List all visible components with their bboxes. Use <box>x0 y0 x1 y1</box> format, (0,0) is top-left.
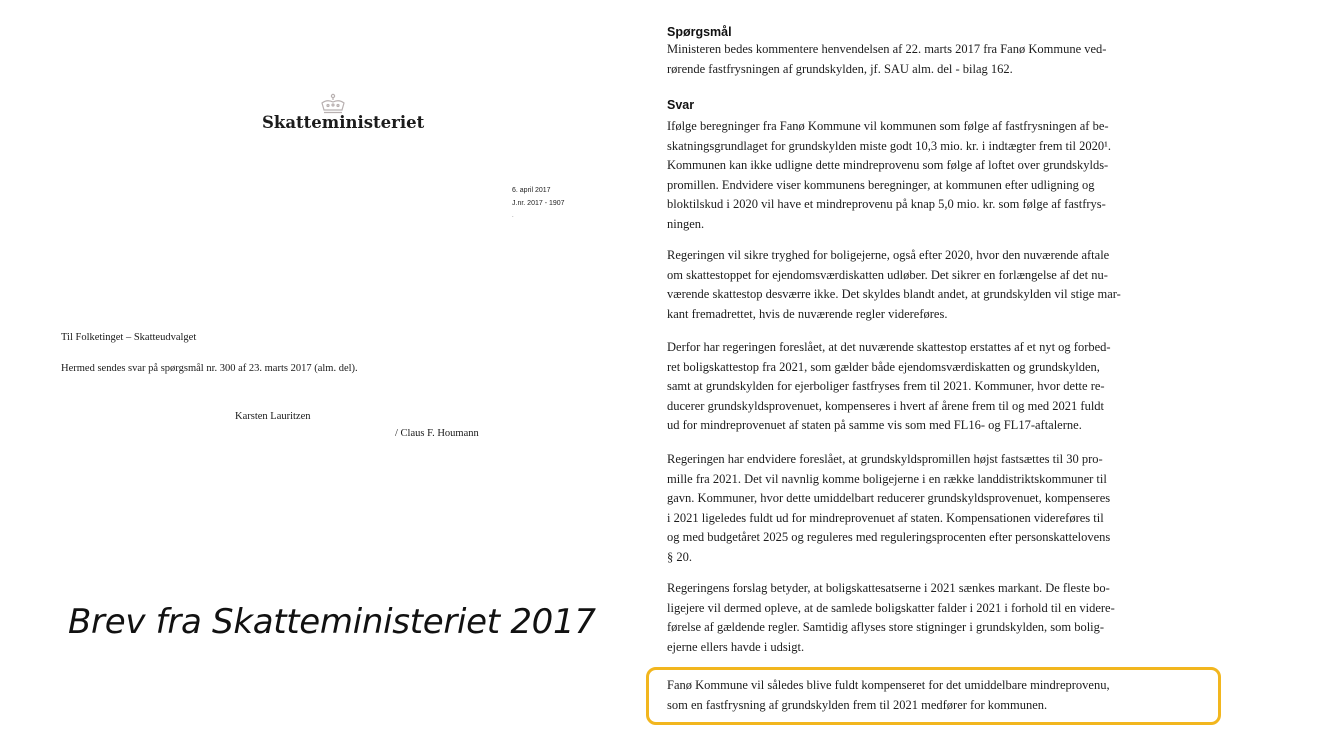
intro-text: Hermed sendes svar på spørgsmål nr. 300 af 23. marts 2017 (alm. del). <box>61 363 358 374</box>
text-line: Kommunen kan ikke udligne dette mindreprovenu som følge af loftet over grundskylds- <box>667 158 1109 172</box>
slide-caption: Brev fra Skatteministeriet 2017 <box>68 602 596 642</box>
text-line: gavn. Kommuner, hvor dette umiddelbart reducerer grundskyldsprovenuet, kompenseres <box>667 491 1111 505</box>
recipient-line: Til Folketinget – Skatteudvalget <box>61 332 197 343</box>
text-line: rørende fastfrysningen af grundskylden, jf. SAU alm. del - bilag 162. <box>667 61 1013 76</box>
meta-dot: . <box>512 213 514 219</box>
answer-paragraph-3 <box>667 338 1111 436</box>
question-paragraph <box>667 40 1106 79</box>
text-line: mille fra 2021. Det vil navnlig komme boligejerne i en række landdistriktskommuner til <box>667 471 1107 486</box>
text-line: ud for mindreprovenuet af staten på samme vis som med FL16- og FL17-aftalerne. <box>667 418 1082 432</box>
text-line: bloktilskud i 2020 vil have et mindreprovenu på knap 5,0 mio. kr. som følge af fastfrys- <box>667 197 1106 211</box>
text-line: promillen. Endvidere viser kommunens beregninger, at kommunen efter udligning og <box>667 177 1095 192</box>
answer-paragraph-1 <box>667 117 1111 234</box>
letter-date: 6. april 2017 <box>512 187 551 194</box>
text-line: værende skattestop desværre ikke. Det skyldes blandt andet, at grundskylden vil stige mar- <box>667 287 1121 301</box>
answer-heading: Svar <box>667 98 695 112</box>
text-line: ejerne ellers havde i udsigt. <box>667 639 805 654</box>
text-line: ret boligskattestop fra 2021, som gælder både ejendomsværdiskatten og grundskylden, <box>667 359 1100 374</box>
text-line: § 20. <box>667 549 692 564</box>
signature-official: / Claus F. Houmann <box>395 428 479 439</box>
text-line: førelse af gældende regler. Samtidig aflyses store stigninger i grundskylden, som bolig- <box>667 620 1105 634</box>
text-line: ducerer grundskyldsprovenuet, kompenseres i hvert af årene frem til og med 2021 fuldt <box>667 398 1105 413</box>
text-line: samt at grundskylden for ejerboliger fastfryses frem til 2021. Kommuner, hvor dette re- <box>667 379 1105 393</box>
text-line: ligejere vil dermed opleve, at de samlede boligskatter falder i 2021 i forhold til en videre- <box>667 600 1115 615</box>
question-heading: Spørgsmål <box>667 25 732 39</box>
crown-icon <box>319 93 347 115</box>
text-line: og med budgetåret 2025 og reguleres med reguleringsprocenten efter personskattelovens <box>667 530 1111 544</box>
journal-number: J.nr. 2017 - 1907 <box>512 200 565 207</box>
text-line: skatningsgrundlaget for grundskylden miste godt 10,3 mio. kr. i indtægter frem til 2020¹. <box>667 138 1111 153</box>
answer-paragraph-6-highlighted <box>667 676 1110 715</box>
text-line: om skattestoppet for ejendomsværdiskatten udløber. Det sikrer en forlængelse af det nu- <box>667 267 1108 282</box>
ministry-logo-text: Skatteministeriet <box>262 113 425 132</box>
answer-paragraph-4 <box>667 450 1110 567</box>
text-line: i 2021 ligeledes fuldt ud for mindreprovenuet af staten. Kompensationen videreføres til <box>667 510 1104 525</box>
text-line: Regeringen vil sikre tryghed for boligejerne, også efter 2020, hvor den nuværende aftale <box>667 248 1110 262</box>
text-line: Fanø Kommune vil således blive fuldt kompenseret for det umiddelbare mindreprovenu, <box>667 678 1110 692</box>
answer-paragraph-5 <box>667 579 1115 657</box>
text-line: ningen. <box>667 216 705 231</box>
text-line: Ministeren bedes kommentere henvendelsen af 22. marts 2017 fra Fanø Kommune ved- <box>667 42 1107 56</box>
text-line: Ifølge beregninger fra Fanø Kommune vil kommunen som følge af fastfrysningen af be- <box>667 119 1109 133</box>
signature-minister: Karsten Lauritzen <box>235 411 311 422</box>
text-line: Regeringen har endvidere foreslået, at grundskyldspromillen højst fastsættes til 30 pro- <box>667 452 1103 466</box>
text-line: som en fastfrysning af grundskylden frem til 2021 medfører for kommunen. <box>667 697 1048 712</box>
answer-paragraph-2 <box>667 246 1121 324</box>
text-line: Derfor har regeringen foreslået, at det nuværende skattestop erstattes af et nyt og forbed- <box>667 340 1111 354</box>
text-line: kant fremadrettet, hvis de nuværende regler videreføres. <box>667 306 948 321</box>
text-line: Regeringens forslag betyder, at boligskattesatserne i 2021 sænkes markant. De fleste bo- <box>667 581 1110 595</box>
